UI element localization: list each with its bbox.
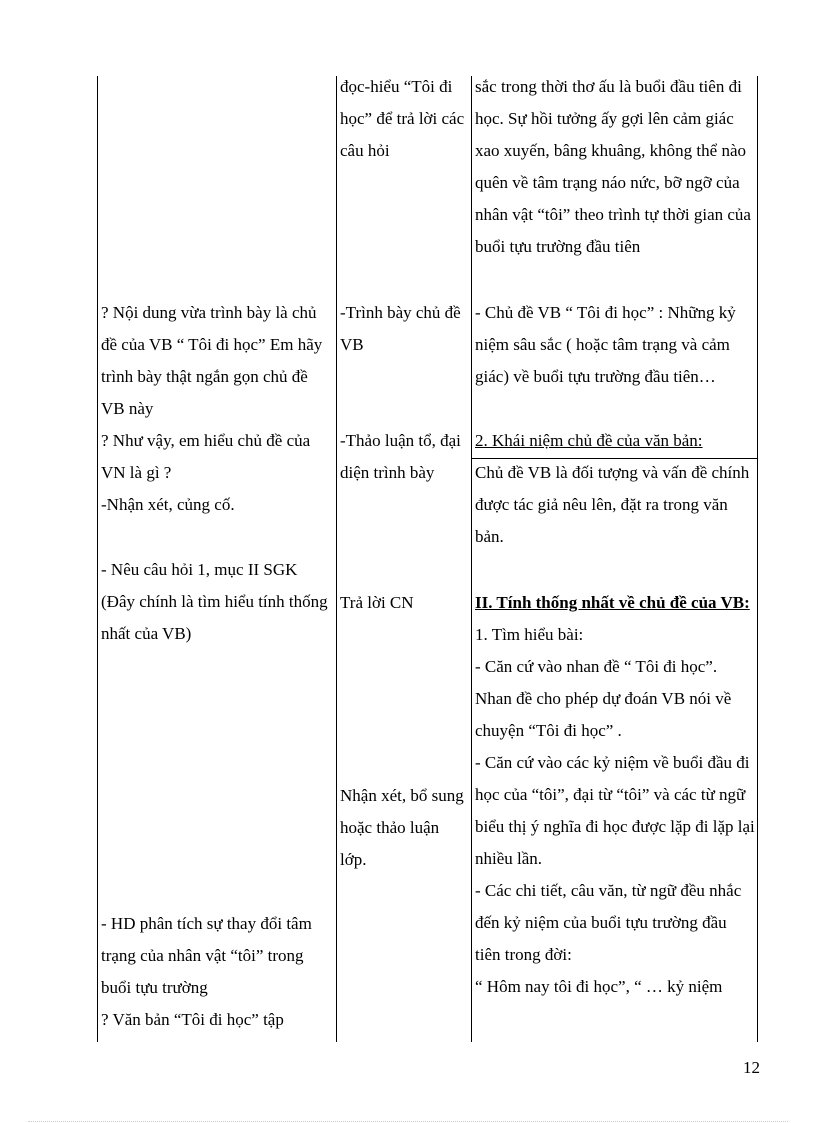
student-present-topic: -Trình bày chủ đề VB: [340, 303, 461, 354]
content-section-2: [475, 587, 755, 1003]
page-footer-border: [28, 1121, 788, 1122]
content-concept: [475, 425, 755, 553]
content-topic-text: - Chủ đề VB “ Tôi đi học” : Những kỷ niệm sâu sắc ( hoặc tâm trạng và cảm giác) về buổi tựu trường đầu tiên…: [475, 303, 736, 386]
student-discuss: -Thảo luận tổ, đại diện trình bày: [340, 431, 461, 482]
table-border-right: [757, 76, 758, 1042]
teacher-topic-question: ? Nội dung vừa trình bày là chủ đề của VB “ Tôi đi học” Em hãy trình bày thật ngắn gọn chủ đề VB này: [101, 303, 323, 418]
teacher-concept-question: ? Như vậy, em hiểu chủ đề của VN là gì ? -Nhận xét, củng cố.: [101, 431, 311, 514]
page-number: 12: [743, 1058, 760, 1077]
quote-text: “ Hôm nay tôi đi học”, “ … kỷ niệm: [475, 977, 723, 996]
student-answer-cn: Trả lời CN: [340, 593, 414, 612]
teacher-sgk-question: - Nêu câu hỏi 1, mục II SGK (Đây chính là tìm hiểu tính thống nhất của VB): [101, 560, 328, 643]
sub-heading-1: 1. Tìm hiểu bài:: [475, 625, 584, 644]
teacher-analysis-guide: - HD phân tích sự thay đổi tâm trạng của nhân vật “tôi” trong buổi tựu trường ? Văn bản “Tôi đi học” tập: [101, 914, 312, 1029]
concept-text: Chủ đề VB là đối tượng và vấn đề chính được tác giả nêu lên, đặt ra trong văn bản.: [475, 463, 750, 546]
student-read-answer: đọc-hiểu “Tôi đi học” để trả lời các câu hỏi: [340, 77, 465, 160]
student-comment: Nhận xét, bổ sung hoặc thảo luận lớp.: [340, 786, 464, 869]
table-column-divider-2: [471, 76, 472, 1042]
content-memory-text: sắc trong thời thơ ấu là buổi đầu tiên đi học. Sự hồi tưởng ấy gợi lên cảm giác xao xuyến, bâng khuâng, không thể nào quên về tâm trạng náo nức, bỡ ngỡ của nhân vật “tôi” theo trình tự thời gian của buổi tựu trường đầu tiên: [475, 77, 751, 256]
table-column-divider-1: [336, 76, 337, 1042]
details-text: - Các chi tiết, câu văn, từ ngữ đều nhắc đến kỷ niệm của buổi tựu trường đầu tiên trong đời:: [475, 881, 742, 964]
title-basis: - Căn cứ vào nhan đề “ Tôi đi học”. Nhan đề cho phép dự đoán VB nói về chuyện “Tôi đi học” .: [475, 657, 732, 740]
concept-heading: 2. Khái niệm chủ đề của văn bản:: [475, 431, 703, 450]
section2-heading: II. Tính thống nhất về chủ đề của VB:: [475, 593, 750, 612]
memory-basis: - Căn cứ vào các kỷ niệm về buổi đầu đi học của “tôi”, đại từ “tôi” và các từ ngữ biểu thị ý nghĩa đi học được lặp đi lặp lại nhiều lần.: [475, 753, 755, 868]
table-border-left: [97, 76, 98, 1042]
